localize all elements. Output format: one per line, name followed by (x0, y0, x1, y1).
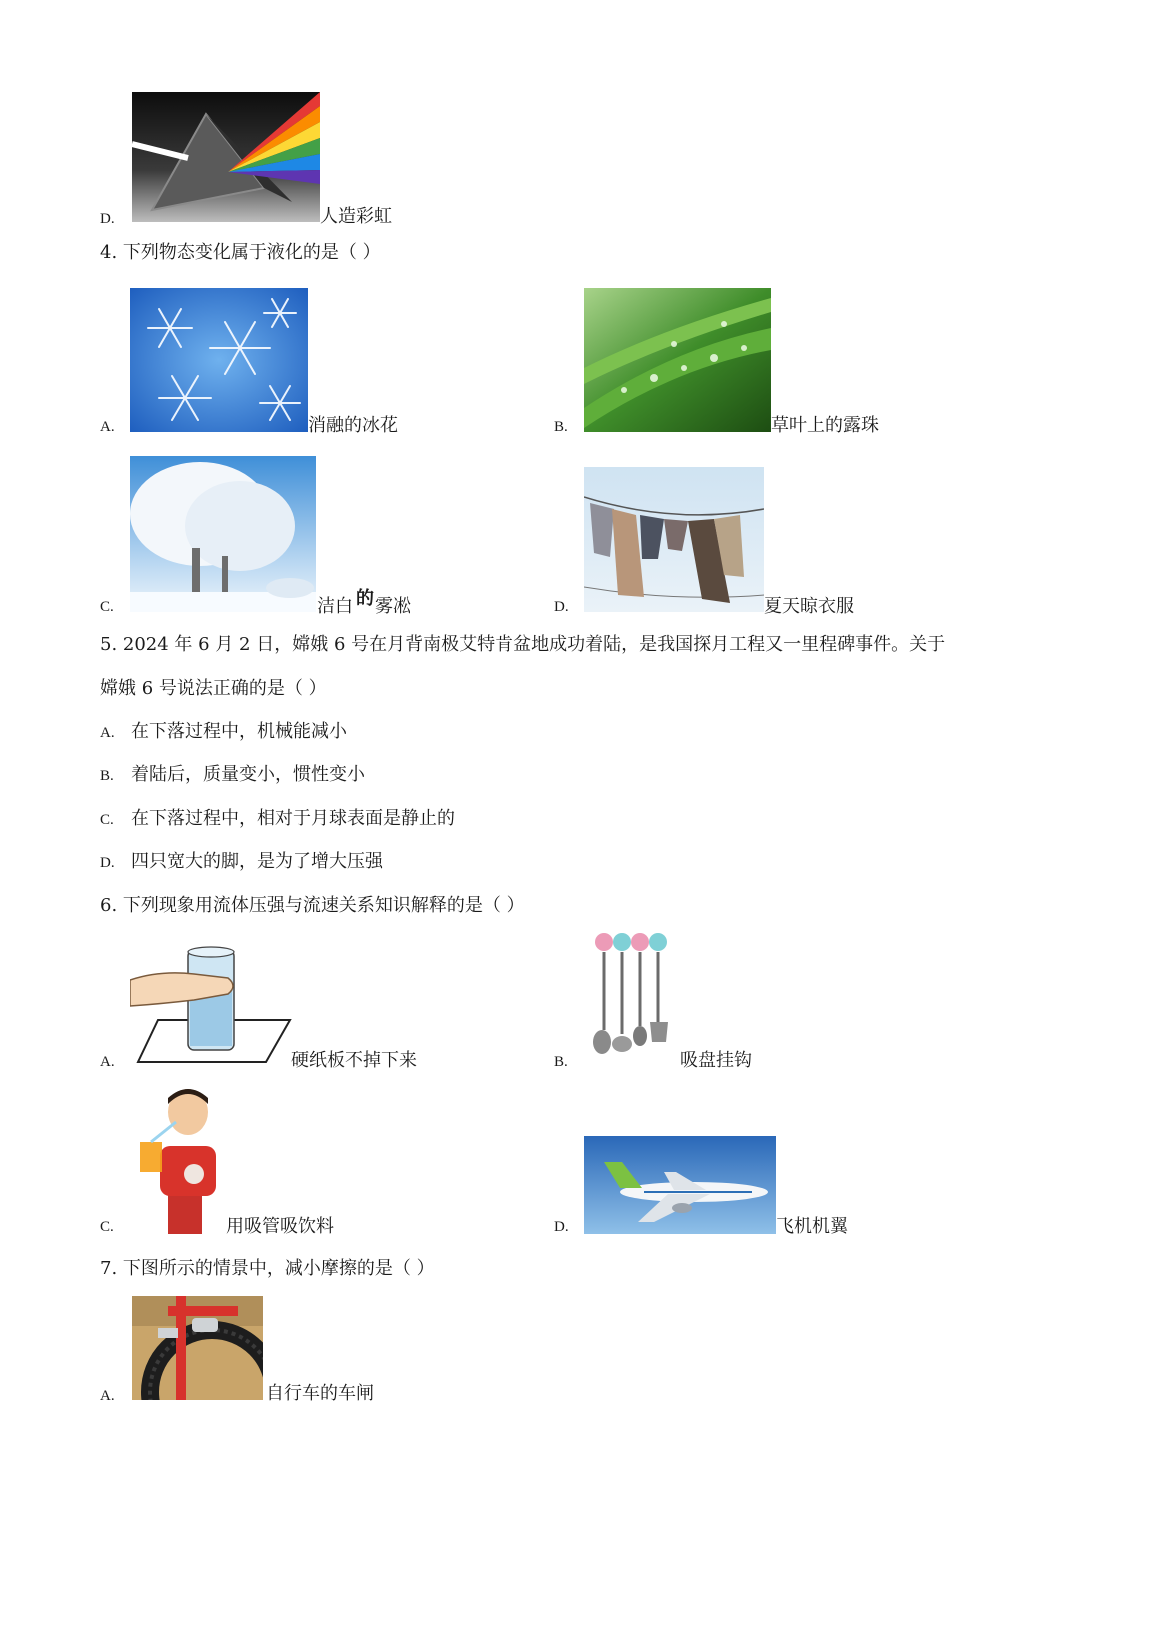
option-letter: D. (554, 599, 569, 615)
option-caption: 用吸管吸饮料 (226, 1216, 334, 1237)
option-letter: A. (100, 1388, 115, 1404)
option-letter: C. (100, 599, 114, 615)
option-letter: D. (554, 1219, 569, 1235)
option-text: 四只宽大的脚，是为了增大压强 (131, 851, 383, 872)
option-caption: 人造彩虹 (320, 206, 392, 227)
option-letter: A. (100, 419, 115, 435)
option-text: 在下落过程中，相对于月球表面是静止的 (131, 808, 455, 829)
bicycle-brake-image (132, 1296, 263, 1400)
prism-rainbow-image (132, 92, 320, 222)
option-caption: 草叶上的露珠 (771, 415, 879, 436)
snowflake-frost-image (130, 288, 308, 432)
option-letter: B. (554, 1054, 568, 1070)
dew-on-grass-image (584, 288, 771, 432)
option-letter: C. (100, 1219, 114, 1235)
option-letter: B. (100, 768, 114, 784)
question-4-stem: 4. 下列物态变化属于液化的是（ ） (100, 242, 381, 263)
question-5-stem-line1: 5. 2024 年 6 月 2 日，嫦娥 6 号在月背南极艾特肯盆地成功着陆，是我国探月工程又一里程碑事件。关于 (100, 634, 946, 655)
option-letter: B. (554, 419, 568, 435)
airplane-image (584, 1136, 776, 1234)
option-text: 着陆后，质量变小，惯性变小 (131, 764, 365, 785)
option-letter: C. (100, 812, 114, 828)
boy-drinking-straw-image (136, 1084, 222, 1234)
option-letter: A. (100, 725, 115, 741)
inverted-cup-card-image (130, 942, 292, 1068)
option-letter: D. (100, 855, 115, 871)
option-caption-raised: 的 (356, 588, 374, 609)
option-letter: A. (100, 1054, 115, 1070)
suction-hook-image (588, 930, 678, 1062)
option-caption: 飞机机翼 (776, 1216, 848, 1237)
option-caption: 硬纸板不掉下来 (291, 1050, 417, 1071)
option-caption: 消融的冰花 (308, 415, 398, 436)
option-caption: 自行车的车闸 (266, 1383, 374, 1404)
option-text: 在下落过程中，机械能减小 (131, 721, 347, 742)
option-letter: D. (100, 211, 115, 227)
option-caption-prefix: 洁白 (317, 596, 353, 617)
drying-clothes-image (584, 467, 764, 612)
option-caption: 夏天晾衣服 (764, 596, 854, 617)
option-caption-suffix: 雾凇 (375, 596, 411, 617)
question-7-stem: 7. 下图所示的情景中，减小摩擦的是（ ） (100, 1258, 435, 1279)
rime-tree-image (130, 456, 316, 612)
question-5-stem-line2: 嫦娥 6 号说法正确的是（ ） (100, 678, 327, 699)
option-caption: 吸盘挂钩 (680, 1050, 752, 1071)
question-6-stem: 6. 下列现象用流体压强与流速关系知识解释的是（ ） (100, 895, 525, 916)
